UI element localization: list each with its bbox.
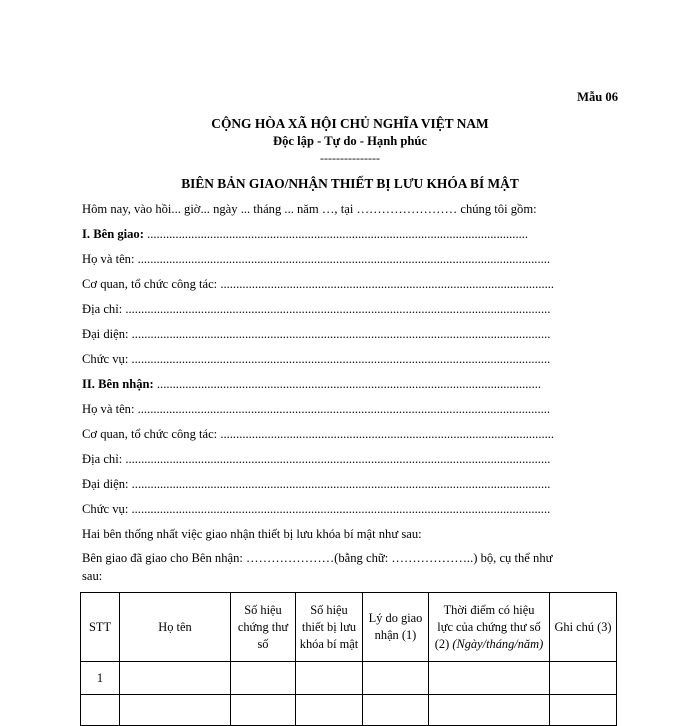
header-line: chứng thư: [237, 619, 289, 634]
table-cell: [363, 695, 429, 726]
table-header-row: [81, 593, 617, 662]
table-cell: [296, 695, 363, 726]
header-line: thiết bị lưu: [301, 619, 357, 634]
header-line: [429, 636, 549, 653]
table-cell: 1: [81, 662, 120, 695]
intro-line: Hôm nay, vào hồi... giờ... ngày ... tháng ... năm …, tại …………………… chúng tôi gồm:: [82, 202, 537, 216]
form-code: Mẫu 06: [577, 90, 618, 104]
receiver-address-field: Địa chỉ: .......................................................................................................................................: [82, 452, 551, 466]
table-row: [81, 662, 617, 695]
table-cell: [296, 662, 363, 695]
header-line-text: (2): [434, 636, 450, 651]
header-line: lực của chứng thư số: [437, 619, 541, 634]
receiver-heading: [82, 377, 622, 392]
header-line: Thời điểm có hiệu: [443, 602, 535, 617]
header-date-format: (Ngày/tháng/năm): [449, 636, 544, 651]
header-line: nhận (1): [374, 628, 417, 642]
separator: ---------------: [320, 151, 380, 165]
handover-line: Bên giao đã giao cho Bên nhận: …………………(bằng chữ: ………………..) bộ, cụ thể như: [82, 551, 553, 565]
table-row: [81, 695, 617, 726]
nation-heading: CỘNG HÒA XÃ HỘI CHỦ NGHĨA VIỆT NAM: [211, 116, 489, 131]
sender-org-field: Cơ quan, tổ chức công tác: ..........................................................................................................: [82, 277, 555, 291]
receiver-heading-dots: ..........................................................................................................................: [153, 377, 542, 391]
table-cell: [550, 695, 617, 726]
table-cell: [429, 662, 550, 695]
header-line: số: [257, 636, 269, 651]
header-cert-number: [231, 593, 296, 662]
receiver-name-field: Họ và tên: ...................................................................................................................................: [82, 402, 551, 416]
device-table: [80, 592, 617, 726]
motto: Độc lập - Tự do - Hạnh phúc: [273, 134, 427, 148]
table-cell: [363, 662, 429, 695]
header-note: [550, 593, 617, 662]
table-cell: [429, 695, 550, 726]
document-title: BIÊN BẢN GIAO/NHẬN THIẾT BỊ LƯU KHÓA BÍ MẬT: [181, 176, 519, 191]
sender-heading-label: I. Bên giao:: [82, 227, 144, 241]
header-line: Số hiệu: [244, 602, 282, 617]
header-name: [120, 593, 231, 662]
header-reason: [363, 593, 429, 662]
sender-heading-dots: .........................................................................................................................: [143, 227, 529, 241]
header-line: Ghi chú (3): [554, 619, 612, 634]
header-device-number: [296, 593, 363, 662]
sender-heading: [82, 227, 622, 242]
sender-address-field: Địa chỉ: .......................................................................................................................................: [82, 302, 551, 316]
header-line: Họ tên: [158, 619, 192, 634]
header-line: STT: [88, 619, 112, 634]
sender-position-field: Chức vụ: .....................................................................................................................................: [82, 352, 551, 366]
handover-line-cont: sau:: [82, 569, 103, 583]
table-cell: [81, 695, 120, 726]
header-stt: [81, 593, 120, 662]
header-line: Số hiệu: [310, 602, 348, 617]
receiver-representative-field: Đại diện: .....................................................................................................................................: [82, 477, 551, 491]
table-cell: [120, 695, 231, 726]
sender-representative-field: Đại diện: .....................................................................................................................................: [82, 327, 551, 341]
receiver-position-field: Chức vụ: .....................................................................................................................................: [82, 502, 551, 516]
table-cell: [120, 662, 231, 695]
sender-name-field: Họ và tên: ...................................................................................................................................: [82, 252, 551, 266]
receiver-heading-label: II. Bên nhận:: [82, 377, 154, 391]
table-cell: [550, 662, 617, 695]
table-cell: [231, 695, 296, 726]
header-valid-time: [429, 593, 550, 662]
table-cell: [231, 662, 296, 695]
header-line: khóa bí mật: [299, 636, 359, 651]
header-line: Lý do giao: [368, 611, 423, 625]
agreement-line: Hai bên thống nhất việc giao nhận thiết bị lưu khóa bí mật như sau:: [82, 527, 422, 541]
receiver-org-field: Cơ quan, tổ chức công tác: ..........................................................................................................: [82, 427, 555, 441]
